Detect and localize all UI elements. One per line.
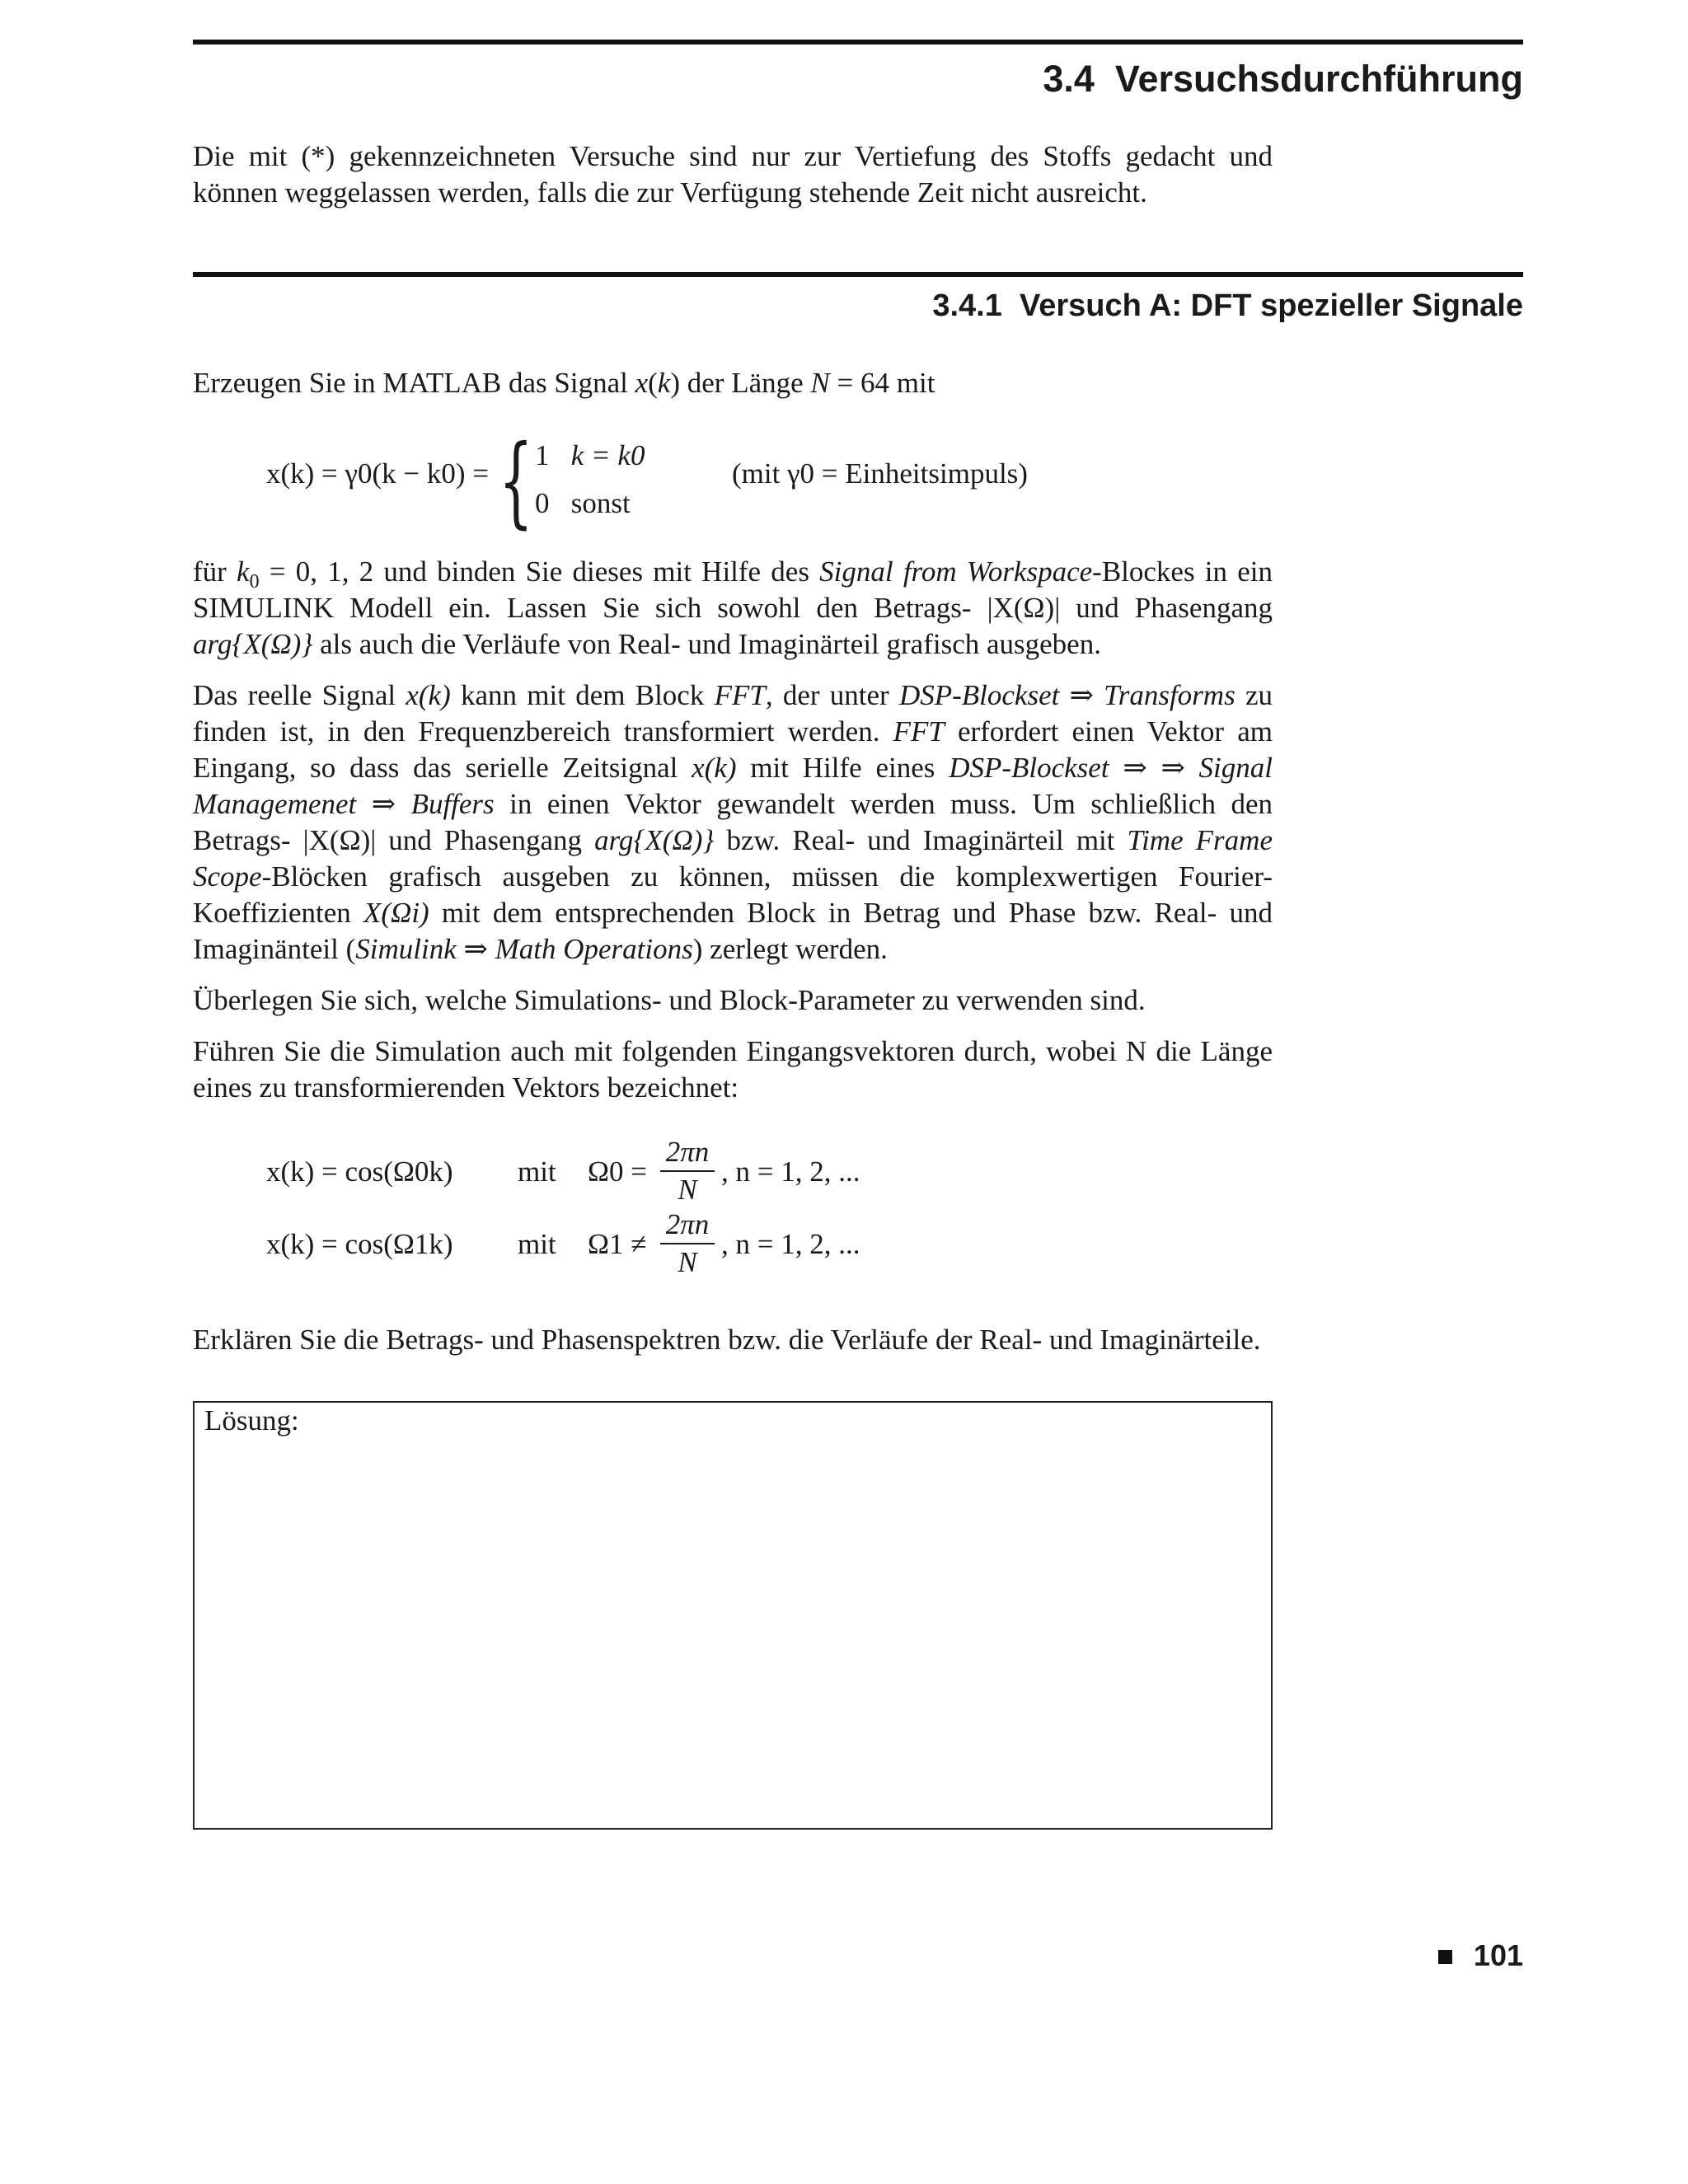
- fraction: 2πn N: [660, 1208, 715, 1279]
- equation-impulse: [266, 424, 1173, 539]
- section-heading: [1043, 58, 1523, 101]
- left-brace: {: [499, 424, 533, 539]
- paragraph-signal: Erzeugen Sie in MATLAB das Signal x(k) der Länge N = 64 mit: [193, 367, 935, 399]
- subsection-rule: [193, 272, 1523, 277]
- paragraph-explain: Erklären Sie die Betrags- und Phasenspektren bzw. die Verläufe der Real- und Imaginärteile.: [193, 1324, 1261, 1356]
- equation-impulse-lhs: x(k) = γ0(k − k0) =: [266, 457, 490, 490]
- top-rule: [193, 40, 1523, 45]
- paragraph-simulation: Führen Sie die Simulation auch mit folgenden Eingangsvektoren durch, wobei N die Länge eines zu transformierenden Vektors bezeichnet:: [193, 1035, 1273, 1104]
- subsection-number: 3.4.1: [932, 288, 1002, 323]
- intro-paragraph: Die mit (*) gekennzeichneten Versuche sind nur zur Vertiefung des Stoffs gedacht und können weggelassen werden, falls die zur Verfügung stehende Zeit nicht ausreicht.: [193, 140, 1273, 209]
- subsection-heading: [932, 288, 1523, 324]
- page-footer: [1438, 1938, 1523, 1973]
- paragraphs-body: [193, 554, 1273, 1121]
- fraction: 2πn N: [660, 1136, 715, 1207]
- section-number: 3.4: [1043, 58, 1095, 100]
- solution-box[interactable]: [193, 1401, 1273, 1830]
- equation-note: (mit γ0 = Einheitsimpuls): [732, 457, 1028, 490]
- square-bullet-icon: [1438, 1950, 1452, 1964]
- solution-label: Lösung:: [204, 1404, 299, 1436]
- case-one: 1 k = k0: [535, 439, 645, 471]
- case-two: 0 sonst: [535, 487, 631, 519]
- equation-cos-0: x(k) = cos(Ω0k) mit Ω0 = 2πn N , n = 1, 2, ...: [266, 1136, 860, 1206]
- paragraph-fft: Das reelle Signal x(k) kann mit dem Block FFT, der unter DSP-Blockset ⇒ Transforms zu finden ist, in den Frequenzbereich transformiert werden. FFT erfordert einen Vektor am Eingang, so dass das serielle Zeitsignal x(k) mit Hilfe eines DSP-Blockset ⇒ ⇒ Signal Managemenet ⇒ Buffers in einen Vektor gewandelt werden muss. Um schließlich den Betrags- |X(Ω)| und Phasengang arg{X(Ω)} bzw. Real- und Imaginärteil mit Time Frame Scope-Blöcken grafisch ausgeben zu können, müssen die komplexwertigen Fourier-Koeffizienten X(Ωi) mit dem entsprechenden Block in Betrag und Phase bzw. Real- und Imaginänteil (Simulink ⇒ Math Operations) zerlegt werden.: [193, 679, 1273, 965]
- equation-cos-1: x(k) = cos(Ω1k) mit Ω1 ≠ 2πn N , n = 1, 2, ...: [266, 1208, 860, 1278]
- subsection-title: Versuch A: DFT spezieller Signale: [1019, 288, 1523, 323]
- paragraph-k0: für $k_0 = 0$, 1, 2 und binden Sie dieses mit Hilfe des Signal from Workspace-Blockes in ein SIMULINK Modell ein. Lassen Sie sich sowohl den Betrags- |X(Ω)| und Phasengang arg{X(Ω)} als auch die Verläufe von Real- und Imaginärteil grafisch ausgeben.: [193, 555, 1273, 660]
- paragraph-parameters: Überlegen Sie sich, welche Simulations- und Block-Parameter zu verwenden sind.: [193, 984, 1146, 1016]
- page-number: 101: [1473, 1938, 1523, 1972]
- section-title: Versuchsdurchführung: [1114, 58, 1523, 100]
